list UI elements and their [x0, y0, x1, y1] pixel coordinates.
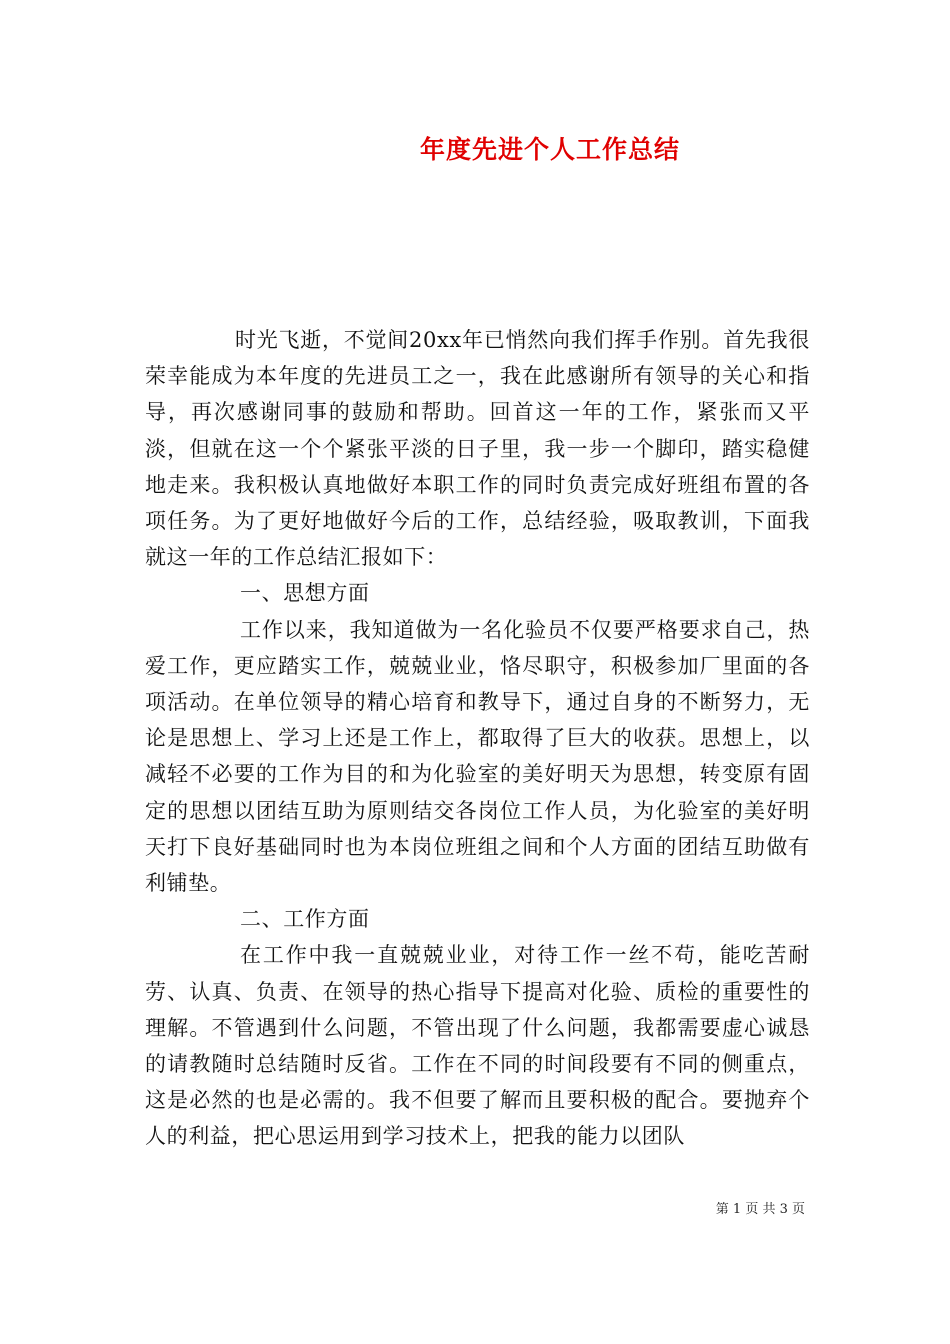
- section-heading-work: 二、工作方面: [240, 907, 370, 932]
- document-body: [145, 322, 810, 1155]
- document-title: 年度先进个人工作总结: [419, 135, 680, 164]
- section-heading-thought: 一、思想方面: [240, 581, 370, 606]
- intro-paragraph: 时光飞逝，不觉间20xx年已悄然向我们挥手作别。首先我很荣幸能成为本年度的先进员工之一，我在此感谢所有领导的关心和指导，再次感谢同事的鼓励和帮助。回首这一年的工作，紧张而又平淡，但就在这一个个紧张平淡的日子里，我一步一个脚印，踏实稳健地走来。我积极认真地做好本职工作的同时负责完成好班组布置的各项任务。为了更好地做好今后的工作，总结经验，吸取教训，下面我就这一年的工作总结汇报如下：: [145, 328, 810, 570]
- page-number: 第 1 页 共 3 页: [715, 1202, 805, 1217]
- thought-paragraph: 工作以来，我知道做为一名化验员不仅要严格要求自己，热爱工作，更应踏实工作，兢兢业业，恪尽职守，积极参加厂里面的各项活动。在单位领导的精心培育和教导下，通过自身的不断努力，无论是思想上、学习上还是工作上，都取得了巨大的收获。思想上，以减轻不必要的工作为目的和为化验室的美好明天为思想，转变原有固定的思想以团结互助为原则结交各岗位工作人员，为化验室的美好明天打下良好基础同时也为本岗位班组之间和个人方面的团结互助做有利铺垫。: [145, 617, 810, 896]
- work-paragraph: 在工作中我一直兢兢业业，对待工作一丝不苟，能吃苦耐劳、认真、负责、在领导的热心指导下提高对化验、质检的重要性的理解。不管遇到什么问题，不管出现了什么问题，我都需要虚心诚恳的请教随时总结随时反省。工作在不同的时间段要有不同的侧重点，这是必然的也是必需的。我不但要了解而且要积极的配合。要抛弃个人的利益，把心思运用到学习技术上，把我的能力以团队: [145, 943, 810, 1149]
